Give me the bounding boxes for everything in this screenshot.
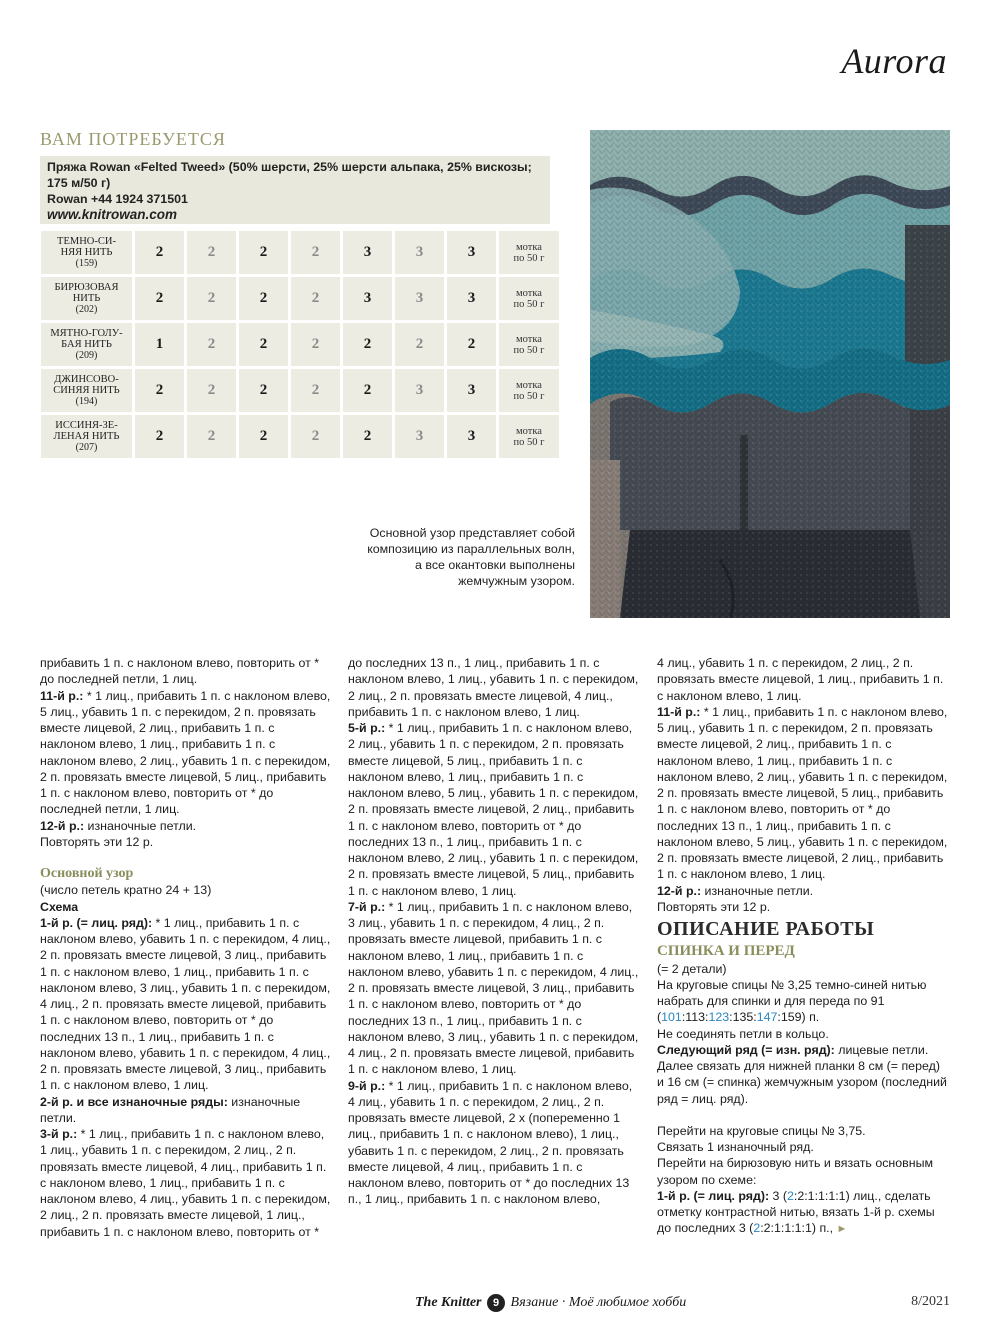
row-label: 9-й р.: — [348, 1078, 386, 1093]
size-number: :135: — [729, 1010, 757, 1025]
page-number: 9 — [487, 1294, 505, 1312]
skein-count: 3 — [343, 231, 392, 274]
materials-heading: ВАМ ПОТРЕБУЕТСЯ — [40, 129, 226, 149]
skein-count: 2 — [291, 369, 340, 412]
row-text: * 1 лиц., прибавить 1 п. с наклоном влево, 5 лиц., убавить 1 п. с перекидом, 2 п. провязать вместе лицевой, 2 лиц., прибавить 1 п. с наклоном влево, 1 лиц., прибавить 1 п. с наклоном влево, 2 лиц., убавить 1 п. с перекидом, 2 п. провязать вместе лицевой, 5 лиц., прибавить 1 п. с наклоном влево, повторить от * до последних 13 п., 1 лиц., прибавить 1 п. с наклоном влево, 5 лиц., убавить 1 п. с перекидом, 2 п. провязать вместе лицевой, 2 лиц., прибавить 1 п. с наклоном влево, 1 лиц. — [657, 704, 948, 882]
switch-yarn-text: Перейти на бирюзовую нить и вязать основным узором по схеме: — [657, 1156, 933, 1187]
skein-count: 2 — [135, 369, 184, 412]
yarn-brand: Пряжа Rowan — [47, 160, 131, 174]
yarn-color-name — [41, 415, 132, 458]
skein-count: 2 — [343, 323, 392, 366]
yarn-color-name — [41, 369, 132, 412]
yarn-color-name-line: МЯТНО-ГОЛУ- — [50, 328, 123, 339]
col3-repeat: Повторять эти 12 р. — [657, 899, 771, 914]
back-front-heading: СПИНКА И ПЕРЕД — [657, 943, 795, 960]
main-pattern-count: (число петель кратно 24 + 13) — [40, 883, 212, 898]
row-label: 1-й р. (= лиц. ряд): — [40, 915, 153, 930]
cast-on-part: :159) п. — [777, 1010, 820, 1025]
row-label: 12-й р.: — [40, 818, 85, 833]
skein-count: 3 — [447, 415, 496, 458]
skein-count: 2 — [291, 323, 340, 366]
yarn-color-name-line: БИРЮЗОВАЯ — [54, 282, 119, 293]
col1-row-3 — [40, 1126, 332, 1240]
row-label: 1-й р. (= лиц. ряд): — [657, 1188, 770, 1203]
row-text: 3 ( — [769, 1188, 787, 1203]
row-text: :2:1:1:1:1) лиц., сделать отметку контрастной нитью, вязать 1-й р. схемы до последних 3 ( — [657, 1188, 935, 1236]
purl-row-text: Связать 1 изнаночный ряд. — [657, 1140, 814, 1154]
skein-unit-line: мотка — [516, 333, 542, 345]
text-column-1 — [40, 655, 332, 1240]
row-text: лицевые петли. — [834, 1042, 929, 1057]
col2-paragraph: до последних 13 п., 1 лиц., прибавить 1 п. с наклоном влево, 1 лиц., убавить 1 п. с перекидом, 2 лиц., 2 п. провязать вместе лицевой, 4 лиц., прибавить 1 п. с наклоном влево, 1 лиц. — [348, 656, 639, 719]
main-pattern-heading: Основной узор — [40, 866, 134, 881]
work-description-heading: ОПИСАНИЕ РАБОТЫ — [657, 918, 875, 940]
skein-count: 2 — [291, 231, 340, 274]
size-number: 123 — [708, 1010, 730, 1025]
yarn-color-name — [41, 323, 132, 366]
col2-row-7 — [348, 899, 640, 1078]
skein-count: 2 — [343, 369, 392, 412]
row-label: 3-й р.: — [40, 1127, 78, 1141]
yarn-color-name-line: НИТЬ — [72, 293, 101, 304]
row-label: 5-й р.: — [348, 721, 386, 735]
row-label: 12-й р.: — [657, 883, 702, 898]
parts-note: (= 2 детали) — [657, 961, 727, 976]
size-number: 2 — [787, 1188, 794, 1203]
skein-unit — [499, 323, 559, 366]
edge-text: Далее связать для нижней планки 8 см (= перед) и 16 см (= спинка) жемчужным узором (последний ряд = лиц. ряд). — [657, 1059, 947, 1106]
skein-count: 2 — [239, 323, 288, 366]
skein-count: 2 — [135, 277, 184, 320]
skein-count: 2 — [239, 231, 288, 274]
skein-unit — [499, 277, 559, 320]
col1-row-2 — [40, 1094, 332, 1127]
col1-row-1 — [40, 915, 332, 1094]
skein-count: 2 — [187, 415, 236, 458]
no-join-text: Не соединять петли в кольцо. — [657, 1026, 829, 1041]
issue-number: 8/2021 — [911, 1294, 950, 1309]
skein-count: 2 — [447, 323, 496, 366]
yarn-row — [41, 277, 559, 320]
row-text: * 1 лиц., прибавить 1 п. с наклоном влево, 1 лиц., убавить 1 п. с перекидом, 2 лиц., 2 п. провязать вместе лицевой, 4 лиц., прибавить 1 п. с наклоном влево, 1 лиц., прибавить 1 п. с наклоном влево, 4 лиц., убавить 1 п. с перекидом, 2 лиц., 2 п. провязать вместе лицевой, 1 лиц., прибавить 1 п. с наклоном влево, повторить от * — [40, 1127, 331, 1239]
col1-row-12 — [40, 818, 332, 834]
col1-row-11 — [40, 688, 332, 818]
footer — [415, 1294, 686, 1312]
skein-unit-line: по 50 г — [513, 390, 545, 402]
skein-unit — [499, 231, 559, 274]
row-label: Следующий ряд (= изн. ряд): — [657, 1042, 835, 1057]
skein-count: 2 — [239, 277, 288, 320]
skein-count: 3 — [395, 369, 444, 412]
yarn-color-code: (202) — [75, 304, 98, 315]
continue-arrow-icon: ► — [836, 1223, 848, 1236]
yarn-color-code: (207) — [75, 442, 98, 453]
col3-row-12 — [657, 883, 949, 899]
yarn-color-name-line: НЯЯ НИТЬ — [60, 247, 113, 258]
yarn-row — [41, 369, 559, 412]
skein-unit-line: мотка — [516, 287, 542, 299]
scheme-label: Схема — [40, 899, 79, 914]
text-column-2 — [348, 655, 640, 1208]
skein-count: 2 — [187, 231, 236, 274]
skein-count: 2 — [291, 415, 340, 458]
skein-count: 3 — [447, 231, 496, 274]
skein-count: 3 — [447, 369, 496, 412]
yarn-length: 175 м/50 г) — [47, 176, 111, 190]
row-label: 7-й р.: — [348, 899, 386, 914]
skein-count: 2 — [239, 369, 288, 412]
col3-row-11 — [657, 704, 949, 883]
yarn-color-name-line: БАЯ НИТЬ — [61, 339, 112, 350]
yarn-color-name-line: ИССИНЯ-ЗЕ- — [55, 420, 118, 431]
yarn-color-name-line: ЛЕНАЯ НИТЬ — [53, 431, 120, 442]
size-number: 147 — [756, 1010, 778, 1025]
skein-count: 2 — [395, 323, 444, 366]
skein-count: 3 — [395, 415, 444, 458]
yarn-row — [41, 231, 559, 274]
text-column-3 — [657, 655, 949, 1238]
row-text: * 1 лиц., прибавить 1 п. с наклоном влево, убавить 1 п. с перекидом, 4 лиц., 2 п. провязать вместе лицевой, 3 лиц., прибавить 1 п. с наклоном влево, 1 лиц., прибавить 1 п. с наклоном влево, 3 лиц., убавить 1 п. с перекидом, 4 лиц., 2 п. провязать вместе лицевой, прибавить 1 п. с наклоном влево, повторить от * до последних 13 п., 1 лиц., прибавить 1 п. с наклоном влево, убавить 1 п. с перекидом, 4 лиц., 2 п. провязать вместе лицевой, 3 лиц., прибавить 1 п. с наклоном влево, 1 лиц. — [40, 915, 331, 1093]
yarn-color-code: (194) — [75, 396, 98, 407]
skein-unit-line: по 50 г — [513, 298, 545, 310]
skein-count: 2 — [187, 323, 236, 366]
cast-on-text — [657, 977, 949, 1026]
skein-unit-line: по 50 г — [513, 436, 545, 448]
row-text: * 1 лиц., прибавить 1 п. с наклоном влево, 2 лиц., убавить 1 п. с перекидом, 2 п. провязать вместе лицевой, 5 лиц., прибавить 1 п. с наклоном влево, 1 лиц., прибавить 1 п. с наклоном влево, 5 лиц., убавить 1 п. с перекидом, 2 п. провязать вместе лицевой, 2 лиц., прибавить 1 п. с наклоном влево, повторить от * до последних 13 п., 1 лиц., прибавить 1 п. с наклоном влево, 2 лиц., убавить 1 п. с перекидом, 2 п. провязать вместе лицевой, 5 лиц., прибавить 1 п. с наклоном влево, 1 лиц. — [348, 721, 639, 898]
row-text: * 1 лиц., прибавить 1 п. с наклоном влево, 4 лиц., убавить 1 п. с перекидом, 2 лиц., 2 п. провязать вместе лицевой, 2 х (попеременно 1 лиц., прибавить 1 п. с наклоном влево), 1 лиц., убавить 1 п. с перекидом, 2 лиц., 2 п. провязать вместе лицевой, 4 лиц., прибавить 1 п. с наклоном влево, повторить от * до последних 13 п., 1 лиц., прибавить 1 п. с наклоном влево, — [348, 1078, 633, 1207]
skein-unit — [499, 369, 559, 412]
magazine-name: The Knitter — [415, 1295, 482, 1311]
yarn-info-box — [40, 156, 550, 224]
col3-paragraph: 4 лиц., убавить 1 п. с перекидом, 2 лиц., 2 п. провязать вместе лицевой, 1 лиц., прибавить 1 п. с наклоном влево, 1 лиц. — [657, 656, 944, 703]
yarn-color-name — [41, 277, 132, 320]
yarn-color-code: (209) — [75, 350, 98, 361]
yarn-color-name-line: ДЖИНСОВО- — [54, 374, 119, 385]
row-label: 11-й р.: — [40, 688, 84, 703]
skein-count: 2 — [291, 277, 340, 320]
skein-unit-line: по 50 г — [513, 344, 545, 356]
row-label: 11-й р.: — [657, 704, 701, 719]
yarn-composition: «Felted Tweed» (50% шерсти, 25% шерсти альпака, 25% вискозы; — [130, 160, 532, 174]
skein-count: 2 — [239, 415, 288, 458]
magazine-tagline: Вязание · Моё любимое хобби — [510, 1295, 687, 1311]
skein-unit-line: мотка — [516, 425, 542, 437]
skein-unit-line: по 50 г — [513, 252, 545, 264]
skein-count: 3 — [447, 277, 496, 320]
col1-repeat: Повторять эти 12 р. — [40, 834, 154, 849]
skein-unit-line: мотка — [516, 241, 542, 253]
yarn-row — [41, 415, 559, 458]
yarn-row — [41, 323, 559, 366]
skein-count: 1 — [135, 323, 184, 366]
size-number: 101 — [661, 1010, 682, 1025]
photo-caption: Основной узор представляет собой композицию из параллельных волн, а все окантовки выполнены жемчужным узором. — [367, 526, 575, 588]
row-text: :2:1:1:1:1) п., — [760, 1221, 834, 1236]
col1-paragraph: прибавить 1 п. с наклоном влево, повторить от * до последней петли, 1 лиц. — [40, 656, 320, 687]
yarn-color-name-line: ТЕМНО-СИ- — [57, 236, 116, 247]
pattern-title: Aurora — [841, 41, 947, 81]
skein-unit-line: мотка — [516, 379, 542, 391]
size-number: 2 — [753, 1221, 761, 1236]
skein-count: 3 — [343, 277, 392, 320]
row-text: * 1 лиц., прибавить 1 п. с наклоном влево, 3 лиц., убавить 1 п. с перекидом, 4 лиц., 2 п. провязать вместе лицевой, прибавить 1 п. с наклоном влево, 1 лиц., прибавить 1 п. с наклоном влево, убавить 1 п. с перекидом, 4 лиц., 2 п. провязать вместе лицевой, 3 лиц., прибавить 1 п. с наклоном влево, повторить от * до последних 13 п., 1 лиц., прибавить 1 п. с наклоном влево, 3 лиц., убавить 1 п. с перекидом, 4 лиц., 2 п. провязать вместе лицевой, прибавить 1 п. с наклоном влево, 1 лиц. — [348, 899, 639, 1077]
yarn-contact: Rowan +44 1924 371501 — [47, 192, 188, 206]
skein-unit — [499, 415, 559, 458]
sweater-photo — [590, 130, 950, 618]
yarn-website: www.knitrowan.com — [47, 207, 178, 222]
skein-count: 2 — [343, 415, 392, 458]
cast-on-part: На круговые спицы № 3,25 темно-синей нитью набрать для спинки и для переда по 91 ( — [657, 977, 927, 1025]
row-text: изнаночные петли. — [701, 883, 814, 898]
col3-row-1 — [657, 1188, 949, 1238]
row-text: * 1 лиц., прибавить 1 п. с наклоном влево, 5 лиц., убавить 1 п. с перекидом, 2 п. провязать вместе лицевой, 2 лиц., прибавить 1 п. с наклоном влево, 1 лиц., прибавить 1 п. с наклоном влево, 2 лиц., убавить 1 п. с перекидом, 2 п. провязать вместе лицевой, 5 лиц., прибавить 1 п. с наклоном влево, повторить от * до последней петли, 1 лиц. — [40, 688, 331, 817]
col2-row-9 — [348, 1078, 640, 1208]
row-label: 2-й р. и все изнаночные ряды: — [40, 1094, 228, 1109]
sweater-photo-illustration — [590, 130, 950, 618]
switch-needles-text: Перейти на круговые спицы № 3,75. — [657, 1123, 866, 1138]
yarn-color-name-line: СИНЯЯ НИТЬ — [53, 385, 120, 396]
col2-row-5 — [348, 720, 640, 899]
yarn-color-name — [41, 231, 132, 274]
skein-count: 3 — [395, 231, 444, 274]
size-number: :113: — [681, 1010, 709, 1025]
yarn-quantity-table — [38, 228, 562, 461]
skein-count: 2 — [135, 231, 184, 274]
yarn-color-code: (159) — [75, 258, 98, 269]
skein-count: 2 — [135, 415, 184, 458]
skein-count: 3 — [395, 277, 444, 320]
skein-count: 2 — [187, 369, 236, 412]
skein-count: 2 — [187, 277, 236, 320]
row-text: изнаночные петли. — [40, 1094, 301, 1125]
row-text: изнаночные петли. — [84, 818, 197, 833]
next-row-text — [657, 1042, 949, 1058]
